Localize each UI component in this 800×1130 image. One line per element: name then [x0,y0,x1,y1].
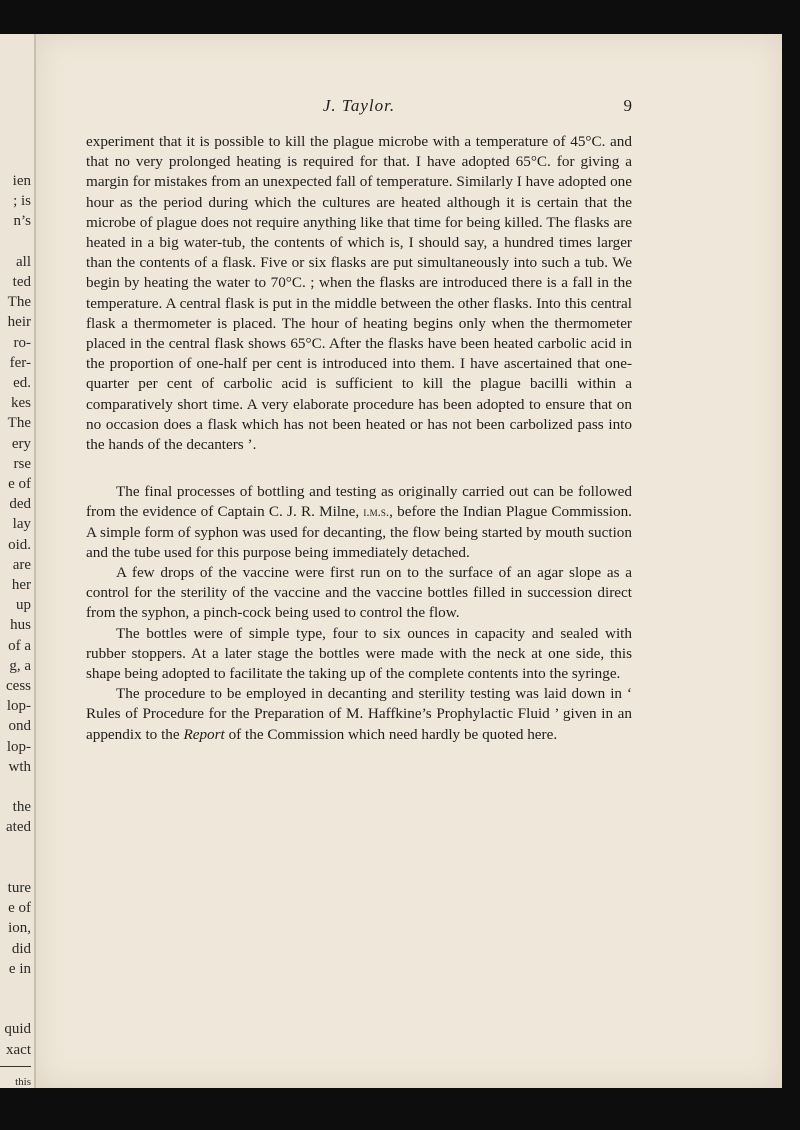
ims-abbreviation: i.m.s. [363,504,390,520]
facing-page-fragment: e of [8,476,31,493]
paragraph-5 [86,684,632,745]
running-header [86,96,632,124]
facing-page-fragment: fer- [9,354,31,371]
facing-page-fragment: her [11,577,31,594]
facing-page-fragment: ted [12,274,31,290]
facing-page-fragment: ion, [8,920,31,937]
facing-page-fragment: cess [6,678,31,695]
paragraph-5-text-b: of the Commission which need hardly be quoted here. [224,725,558,743]
facing-page-fragment: g, a [9,657,31,674]
paragraph-5-text-a: The procedure to be employed in decanting and sterility testing was laid down in ‘ Rules of Procedure for the Preparation of M. Haffkine’s Prophylactic Fluid ’ given in an appendix to the [86,685,632,743]
facing-page-fragment: ery [11,435,31,452]
facing-page-fragment: are [12,556,31,573]
facing-page-fragment: ; is [13,193,31,210]
facing-page-fragment: ed. [13,375,31,392]
facing-page-fragment: ien [12,173,31,189]
facing-page-fragment: ro- [13,334,31,351]
paragraph-2 [86,482,632,563]
facing-page-gap [0,232,31,252]
facing-page-fragment: quid [4,1021,31,1038]
facing-page-fragment: ond [8,718,31,735]
facing-page-fragment: lay [12,516,31,533]
facing-page-fragment: n’s [13,213,31,230]
facing-page-fragment: The [7,294,31,311]
facing-page-fragment: kes [11,395,31,412]
facing-page-fragment: wth [8,758,31,775]
facing-page-footnote-rule [0,1066,31,1067]
facing-page-fragment: ated [6,819,31,836]
facing-page-fragment: the [12,799,31,816]
body-text [86,132,632,745]
facing-page-text [0,171,31,1088]
facing-page-fragment: hus [10,617,31,634]
report-title: Report [183,725,225,743]
facing-page-fragment: e in [8,960,31,977]
paragraph-3: A few drops of the vaccine were first run on to the surface of an agar slope as a control for the sterility of the vaccine and the vaccine bottles filled in succession direct from the syphon, a pinch-cock being used to control the flow. [86,564,632,622]
running-header-author: J. Taylor. [322,96,396,115]
facing-page-fragment: rse [13,455,31,472]
facing-page-footnote-fragment: this [15,1075,31,1088]
facing-page-fragment: lop- [6,738,31,755]
facing-page-fragment: e of [8,900,31,917]
facing-page-fragment: heir [7,314,31,331]
facing-page-fragment: oid. [8,536,31,553]
facing-page-fragment: xact [6,1041,31,1058]
facing-page-gap [0,777,31,797]
paragraph-2-text-b: , before the Indian Plague Commission. A simple form of syphon was used for decanting, the flow being started by mouth suction and the tube used for this purpose being immediately detached. [86,503,632,561]
page-number: 9 [623,96,632,115]
facing-page-fragment: ture [7,880,31,897]
facing-page-gap [0,999,31,1019]
facing-page-fragment: all [16,253,31,270]
facing-page-fragment: ded [9,496,31,513]
facing-page-gap [0,838,31,858]
facing-page-gap [0,858,31,878]
facing-page-edge [0,34,36,1088]
facing-page-fragment: up [16,597,31,614]
paragraph-4: The bottles were of simple type, four to six ounces in capacity and sealed with rubber stoppers. At a later stage the bottles were made with the neck at one side, this shape being adopted to facilitate the taking up of the complete contents into the syringe. [86,624,632,683]
paragraph-2-text-a: The final processes of bottling and testing as originally carried out can be followed from the evidence of Captain C. J. R. Milne, [86,483,632,521]
facing-page-fragment: The [7,415,31,432]
facing-page-fragment: of a [8,637,31,654]
facing-page-gap [0,979,31,999]
facing-page-fragment: lop- [6,698,31,715]
facing-page-fragment: did [11,940,31,957]
paragraph-1: experiment that it is possible to kill the plague microbe with a temperature of 45°C. and that no very prolonged heating is required for that. I have adopted 65°C. for giving a margin for mistakes from an unexpected fall of temperature. Similarly I have adopted one hour as the period during which the cultures are heated although it is certain that the microbe of plague does not require anything like that time for being killed. The flasks are heated in a big water-tub, the contents of which is, I should say, a hundred times larger than the contents of a flask. Five or six flasks are put simultaneously into such a tub. We begin by heating the water to 70°C. ; when the flasks are introduced there is a fall in the temperature. A central flask is put in the middle between the other flasks. Into this central flask a thermometer is placed. The hour of heating begins only when the thermometer placed in the central flask shows 65°C. After the flasks have been heated carbolic acid in the proportion of one-half per cent is introduced into them. I have ascertained that one-quarter per cent of carbolic acid is sufficient to kill the plague bacilli within a comparatively short time. A very elaborate procedure has been adopted to ensure that on no occasion does a flask which has not been heated or has not been carbolized pass into the hands of the decanters ’. [86,133,632,454]
